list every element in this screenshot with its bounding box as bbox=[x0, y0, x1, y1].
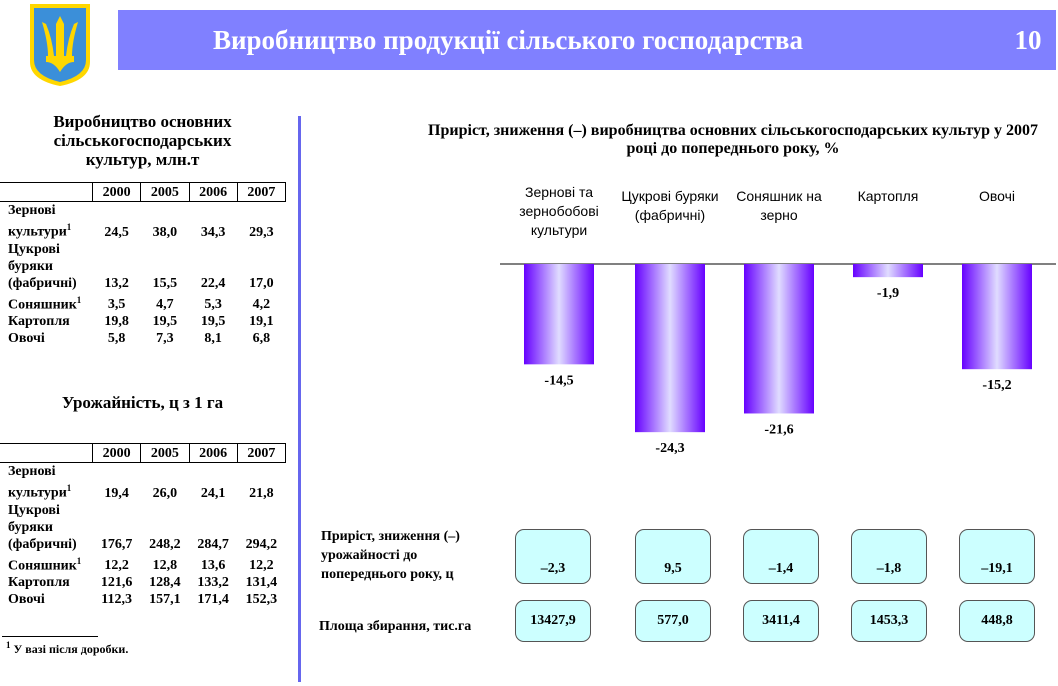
production-table-title: Виробництво основних сільськогосподарських культур, млн.т bbox=[53, 112, 232, 169]
row-name bbox=[0, 330, 93, 347]
table-cell: 133,2 bbox=[197, 575, 229, 591]
table-cell: 34,3 bbox=[200, 224, 226, 240]
table-cell: 5,3 bbox=[204, 297, 222, 313]
row-name-text: Цукрові буряки (фабричні) bbox=[8, 241, 77, 291]
category-label: Цукрові буряки (фабричні) bbox=[621, 188, 719, 223]
bar bbox=[635, 264, 705, 432]
row-name bbox=[0, 241, 93, 292]
harvest-area-box: 13427,9 bbox=[515, 600, 591, 642]
table-header-row bbox=[0, 183, 286, 202]
footnote-text: У вазі після доробки. bbox=[13, 642, 129, 656]
yield-change-box: –1,4 bbox=[743, 529, 819, 584]
harvest-area-label: Площа збирання, тис.га bbox=[319, 619, 472, 634]
table-cell: 3,5 bbox=[107, 297, 126, 313]
yield-change-box: –1,8 bbox=[851, 529, 927, 584]
year-header: 2006 bbox=[189, 183, 237, 202]
table-cell: 294,2 bbox=[245, 536, 278, 552]
table-cell: 19,8 bbox=[104, 314, 129, 330]
row-name-text: Цукрові буряки (фабричні) bbox=[8, 502, 77, 552]
data-label: -1,9 bbox=[876, 286, 900, 302]
yield-change-box: 9,5 bbox=[635, 529, 711, 584]
data-label: -24,3 bbox=[655, 441, 685, 457]
table-cell: 19,4 bbox=[104, 485, 129, 501]
harvest-area-box: 448,8 bbox=[959, 600, 1035, 642]
table-cell: 13,6 bbox=[200, 558, 226, 574]
row-name bbox=[0, 202, 93, 241]
chart-title: Приріст, зниження (–) виробництва основних сільськогосподарських культур у 2007 році до попереднього року, % bbox=[428, 122, 1038, 157]
table-cell: 38,0 bbox=[152, 224, 178, 240]
category-label: Зернові та зернобобові культури bbox=[519, 184, 599, 238]
table-row bbox=[0, 202, 286, 241]
table-cell: 13,2 bbox=[104, 275, 129, 291]
bar bbox=[962, 264, 1032, 369]
emblem bbox=[28, 2, 92, 88]
corner-cell bbox=[0, 444, 93, 463]
row-name bbox=[0, 463, 93, 502]
table-cell: 284,7 bbox=[197, 536, 229, 552]
table-row bbox=[0, 574, 286, 591]
table-cell: 128,4 bbox=[149, 575, 181, 591]
yield-table bbox=[0, 443, 286, 608]
table-row bbox=[0, 463, 286, 502]
category-label: Овочі bbox=[978, 188, 1016, 204]
data-label: -15,2 bbox=[982, 378, 1012, 394]
table-cell: 121,6 bbox=[100, 575, 133, 591]
category-label: Соняшник на зерно bbox=[736, 188, 822, 223]
footnote-mark: 1 bbox=[66, 483, 72, 493]
footnote-rule bbox=[2, 636, 98, 637]
year-header: 2000 bbox=[93, 183, 141, 202]
page-number: 10 bbox=[1014, 25, 1042, 55]
table-cell: 6,8 bbox=[252, 331, 271, 347]
table-cell: 22,4 bbox=[200, 275, 226, 291]
table-row bbox=[0, 330, 286, 347]
row-name-text: Соняшник bbox=[8, 297, 77, 313]
production-table bbox=[0, 182, 286, 347]
year-header: 2006 bbox=[189, 444, 237, 463]
bar bbox=[524, 264, 594, 364]
table-row bbox=[0, 591, 286, 608]
table-cell: 19,5 bbox=[152, 314, 178, 330]
row-name bbox=[0, 574, 93, 591]
yield-table-title: Урожайність, ц з 1 га bbox=[61, 393, 224, 412]
table-cell: 17,0 bbox=[249, 275, 274, 291]
table-cell: 29,3 bbox=[249, 224, 274, 240]
row-name bbox=[0, 553, 93, 575]
table-cell: 4,7 bbox=[156, 297, 174, 313]
row-name-text: Картопля bbox=[8, 314, 70, 330]
bar bbox=[853, 264, 923, 277]
year-header: 2007 bbox=[237, 444, 285, 463]
harvest-area-box: 577,0 bbox=[635, 600, 711, 642]
footnote-mark: 1 bbox=[6, 640, 11, 650]
table-cell: 157,1 bbox=[149, 592, 181, 608]
year-header: 2005 bbox=[141, 444, 189, 463]
footnote-mark: 1 bbox=[76, 294, 82, 305]
table-cell: 5,8 bbox=[107, 331, 126, 347]
year-header: 2000 bbox=[93, 444, 141, 463]
column-divider bbox=[298, 116, 301, 682]
row-name bbox=[0, 502, 93, 553]
table-cell: 171,4 bbox=[197, 592, 229, 608]
table-cell: 21,8 bbox=[249, 485, 274, 501]
table-cell: 152,3 bbox=[245, 592, 278, 608]
table-cell: 15,5 bbox=[152, 275, 178, 291]
table-row bbox=[0, 313, 286, 330]
row-name bbox=[0, 313, 93, 330]
yield-change-box: –2,3 bbox=[515, 529, 591, 584]
bar-chart bbox=[500, 250, 1058, 460]
table-cell: 19,5 bbox=[200, 314, 226, 330]
table-cell: 131,4 bbox=[245, 575, 278, 591]
table-cell: 112,3 bbox=[101, 592, 132, 608]
table-cell: 24,1 bbox=[200, 485, 226, 501]
row-name-text: Овочі bbox=[8, 592, 45, 608]
category-label: Картопля bbox=[857, 188, 919, 204]
row-name-text: Овочі bbox=[8, 331, 45, 347]
table-cell: 8,1 bbox=[204, 331, 222, 347]
table-row bbox=[0, 502, 286, 553]
table-row bbox=[0, 553, 286, 575]
yield-change-label: Приріст, зниження (–) урожайності до попереднього року, ц bbox=[321, 529, 460, 582]
year-header: 2007 bbox=[237, 183, 285, 202]
table-cell: 26,0 bbox=[152, 485, 178, 501]
table-cell: 248,2 bbox=[149, 536, 181, 552]
footnote-mark: 1 bbox=[66, 222, 72, 232]
data-label: -21,6 bbox=[764, 422, 794, 438]
page-title: Виробництво продукції сільського господарства bbox=[212, 25, 804, 55]
table-header-row bbox=[0, 444, 286, 463]
footnote-mark: 1 bbox=[76, 555, 82, 566]
harvest-area-box: 1453,3 bbox=[851, 600, 927, 642]
table-cell: 24,5 bbox=[104, 224, 129, 240]
table-cell: 4,2 bbox=[252, 297, 271, 313]
trident-icon bbox=[28, 2, 92, 88]
row-name-text: Зернові культури bbox=[8, 464, 67, 501]
row-name bbox=[0, 292, 93, 314]
row-name-text: Зернові культури bbox=[8, 203, 67, 240]
footnote bbox=[6, 640, 128, 657]
corner-cell bbox=[0, 183, 93, 202]
table-cell: 19,1 bbox=[249, 314, 274, 330]
table-row bbox=[0, 241, 286, 292]
table-cell: 12,8 bbox=[152, 558, 178, 574]
yield-change-box: –19,1 bbox=[959, 529, 1035, 584]
table-row bbox=[0, 292, 286, 314]
table-cell: 176,7 bbox=[100, 536, 133, 552]
table-cell: 12,2 bbox=[249, 558, 274, 574]
table-cell: 7,3 bbox=[156, 331, 174, 347]
year-header: 2005 bbox=[141, 183, 189, 202]
row-name-text: Соняшник bbox=[8, 558, 77, 574]
row-name-text: Картопля bbox=[8, 575, 70, 591]
row-name bbox=[0, 591, 93, 608]
data-label: -14,5 bbox=[544, 373, 574, 389]
harvest-area-box: 3411,4 bbox=[743, 600, 819, 642]
table-cell: 12,2 bbox=[104, 558, 129, 574]
bar bbox=[744, 264, 814, 413]
